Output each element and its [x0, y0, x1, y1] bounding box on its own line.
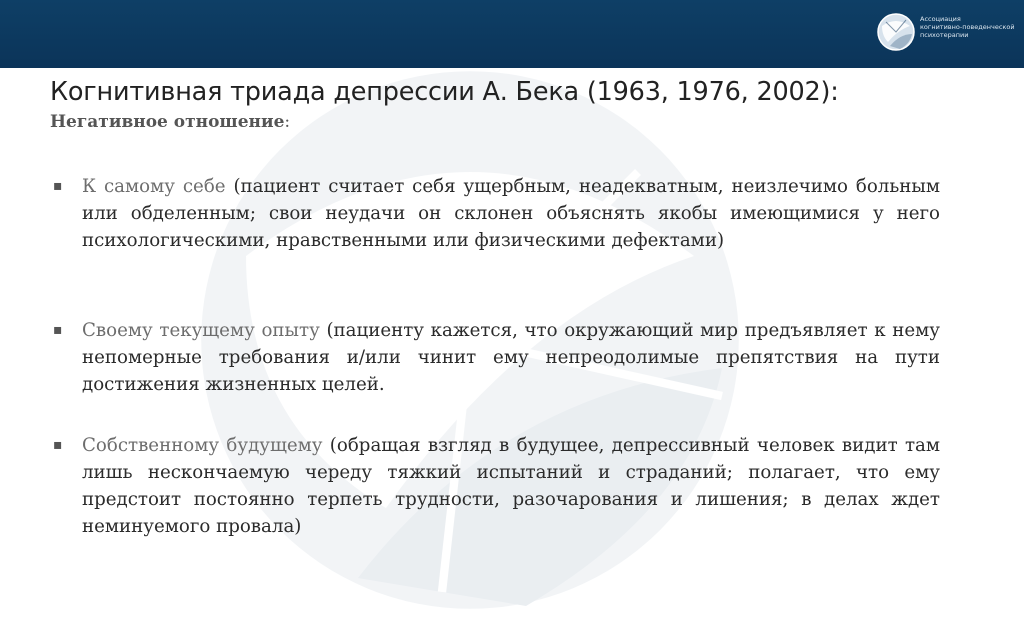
bullet-text: (пациент считает себя ущербным, неадекватным, неизлечимо больным или обделенным; свои неудачи он склонен объяснять якобы имеющимися у него психологическими, нравственными или физическими дефектами) — [82, 176, 940, 251]
slide-title: Когнитивная триада депрессии А. Бека (1963, 1976, 2002): — [50, 77, 839, 107]
slide-subtitle — [50, 110, 940, 134]
header-bar — [0, 0, 1024, 68]
bullet-marker: ▪ — [53, 178, 63, 194]
logo-text — [920, 15, 1020, 39]
globe-logo-icon — [876, 12, 916, 52]
bullet-head: Собственному будущему — [82, 435, 323, 456]
logo-line-3: психотерапии — [920, 31, 969, 39]
bullet-marker: ▪ — [53, 322, 63, 338]
subtitle-bold: Негативное отношение — [50, 112, 285, 132]
bullet-text: (пациенту кажется, что окружающий мир предъявляет к нему непомерные требования и/или чинит ему непреодолимые препятствия на пути достижения жизненных целей. — [82, 320, 940, 395]
bullet-marker: ▪ — [53, 437, 63, 453]
logo-line-1: Ассоциация — [920, 15, 961, 23]
bullet-head: К самому себе — [82, 176, 226, 197]
bullet-item-1 — [50, 173, 940, 254]
subtitle-colon: : — [284, 112, 291, 132]
bullet-item-2 — [50, 317, 940, 398]
bullet-head: Своему текущему опыту — [82, 320, 320, 341]
logo-line-2: когнитивно-поведенческой — [920, 23, 1015, 31]
bullet-item-3 — [50, 432, 940, 540]
bullet-text: (обращая взгляд в будущее, депрессивный человек видит там лишь нескончаемую череду тяжкий испытаний и страданий; полагает, что ему предстоит постоянно терпеть трудности, разочарования и лишения; в делах ждет неминуемого провала) — [82, 435, 940, 537]
slide-content — [50, 74, 940, 537]
